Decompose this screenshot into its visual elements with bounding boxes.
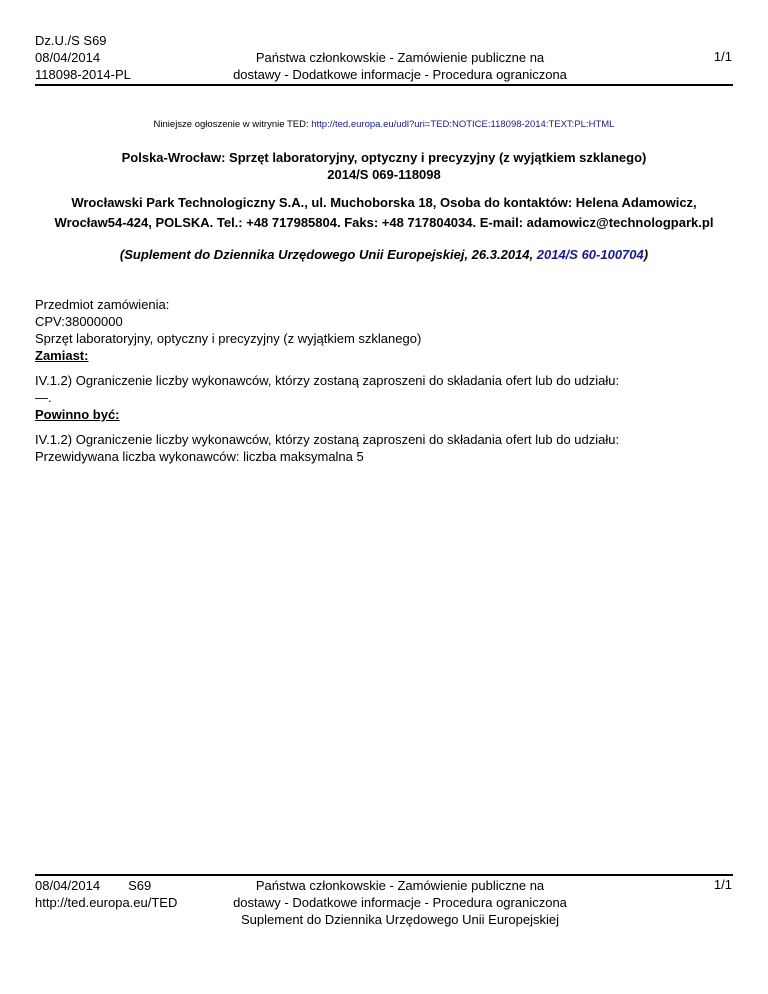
footer-page-number: 1/1 <box>713 877 732 892</box>
header-page-number: 1/1 <box>713 49 732 64</box>
ted-notice-link[interactable]: http://ted.europa.eu/udl?uri=TED:NOTICE:118098-2014:TEXT:PL:HTML <box>311 119 615 130</box>
subject-label: Przedmiot zamówienia: <box>35 297 170 312</box>
header-divider <box>35 84 733 86</box>
footer-reference <box>35 877 177 911</box>
should-item: IV.1.2) Ograniczenie liczby wykonawców, którzy zostaną zaproszeni do składania ofert lub do udziału: <box>35 432 620 447</box>
contact-line: Wrocławski Park Technologiczny S.A., ul. Muchoborska 18, Osoba do kontaktów: Helena Adamowicz, <box>71 195 697 210</box>
supplement-reference <box>0 247 768 262</box>
cpv-description: Sprzęt laboratoryjny, optyczny i precyzyjny (z wyjątkiem szklanego) <box>35 331 422 346</box>
header-title <box>230 49 570 83</box>
instead-label: Zamiast: <box>35 348 89 363</box>
header-journal-ref: Dz.U./S S69 <box>35 33 107 48</box>
contracting-authority <box>30 193 738 233</box>
footer-title-line: dostawy - Dodatkowe informacje - Procedura ograniczona <box>233 895 567 910</box>
footer-url: http://ted.europa.eu/TED <box>35 895 178 910</box>
footer-date: 08/04/2014 <box>35 878 101 893</box>
instead-value: —. <box>35 390 52 405</box>
ted-notice-text: Niniejsze ogłoszenie w witrynie TED: <box>153 119 309 130</box>
supplement-prefix: (Suplement do Dziennika Urzędowego Unii Europejskiej, 26.3.2014, <box>119 247 537 262</box>
header-notice-number: 118098-2014-PL <box>35 67 131 82</box>
header-title-line: dostawy - Dodatkowe informacje - Procedura ograniczona <box>233 67 567 82</box>
cpv-code: CPV:38000000 <box>35 314 123 329</box>
footer-title-line: Państwa członkowskie - Zamówienie publiczne na <box>255 878 545 893</box>
contact-line: Wrocław54-424, POLSKA. Tel.: +48 717985804. Faks: +48 717804034. E-mail: adamowicz@technologpark.pl <box>54 215 714 230</box>
should-label: Powinno być: <box>35 407 120 422</box>
footer-title <box>230 877 570 928</box>
supplement-link[interactable]: 2014/S 60-100704 <box>536 247 644 262</box>
header-reference <box>35 32 131 83</box>
document-title-line: Polska-Wrocław: Sprzęt laboratoryjny, optyczny i precyzyjny (z wyjątkiem szklanego) <box>121 150 647 165</box>
footer-divider <box>35 874 733 876</box>
footer-title-line: Suplement do Dziennika Urzędowego Unii Europejskiej <box>241 912 559 927</box>
footer-series: S69 <box>128 878 152 893</box>
ted-notice <box>0 119 768 130</box>
supplement-suffix: ) <box>643 247 649 262</box>
header-title-line: Państwa członkowskie - Zamówienie publiczne na <box>255 50 545 65</box>
header-date: 08/04/2014 <box>35 50 101 65</box>
document-number: 2014/S 069-118098 <box>327 167 441 182</box>
notice-body <box>35 296 728 465</box>
instead-item: IV.1.2) Ograniczenie liczby wykonawców, którzy zostaną zaproszeni do składania ofert lub do udziału: <box>35 373 620 388</box>
document-title <box>60 149 708 183</box>
should-value: Przewidywana liczba wykonawców: liczba maksymalna 5 <box>35 449 364 464</box>
